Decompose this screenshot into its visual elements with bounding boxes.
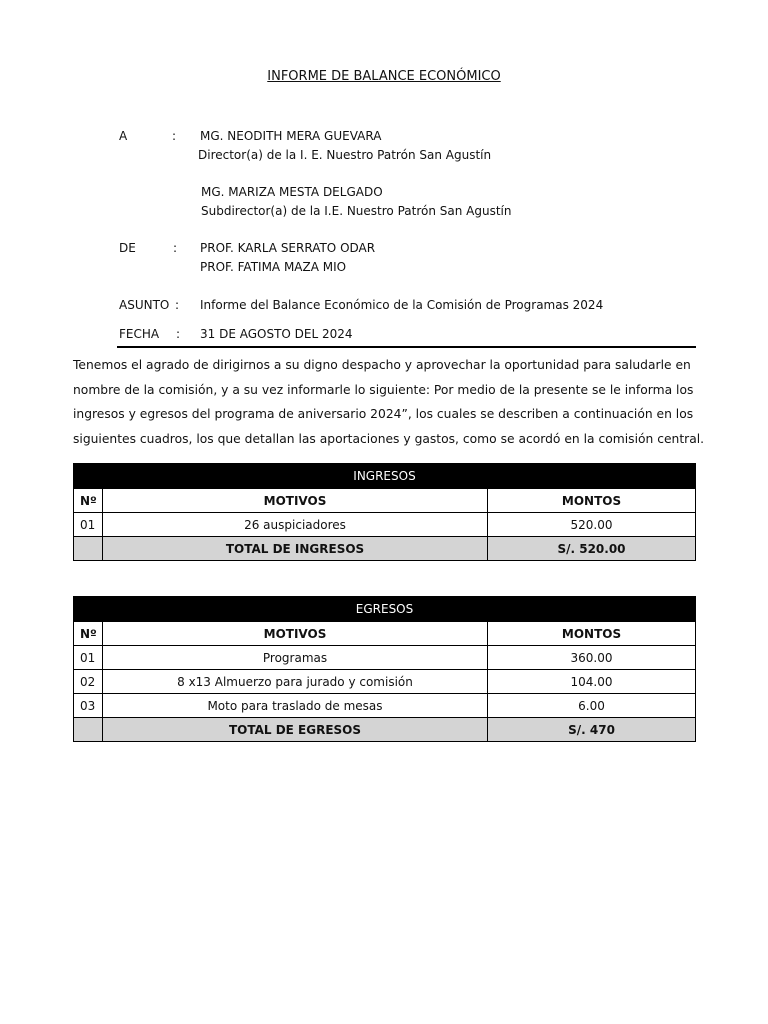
egresos-title: EGRESOS — [74, 597, 696, 622]
row-monto: 520.00 — [488, 513, 696, 537]
total-egresos-label: TOTAL DE EGRESOS — [103, 718, 488, 742]
asunto-value: Informe del Balance Económico de la Comisión de Programas 2024 — [200, 298, 604, 312]
col-header-number: Nº — [74, 489, 103, 513]
asunto-colon: : — [175, 298, 180, 312]
table-row — [74, 513, 696, 537]
ingresos-title: INGRESOS — [74, 464, 696, 489]
table-row — [74, 670, 696, 694]
recipient-2-name: MG. MARIZA MESTA DELGADO — [201, 185, 383, 199]
paragraph-line: nombre de la comisión, y a su vez informarle lo siguiente: Por medio de la presente se le informa los — [73, 382, 694, 397]
col-header-montos: MONTOS — [488, 489, 696, 513]
col-header-motivos: MOTIVOS — [103, 489, 488, 513]
sender-1: PROF. KARLA SERRATO ODAR — [200, 241, 376, 255]
row-monto: 360.00 — [488, 646, 696, 670]
row-monto: 104.00 — [488, 670, 696, 694]
fecha-colon: : — [176, 327, 181, 341]
total-egresos-value: S/. 470 — [488, 718, 696, 742]
row-motivo: 8 x13 Almuerzo para jurado y comisión — [103, 670, 488, 694]
egresos-table — [73, 596, 696, 742]
body-paragraph — [73, 353, 705, 451]
row-number: 01 — [74, 513, 103, 537]
a-label: A — [119, 129, 128, 143]
de-colon: : — [173, 241, 178, 255]
paragraph-line: Tenemos el agrado de dirigirnos a su digno despacho y aprovechar la oportunidad para saludarle en — [73, 358, 691, 372]
col-header-motivos: MOTIVOS — [103, 622, 488, 646]
ingresos-table — [73, 463, 696, 561]
row-number: 01 — [74, 646, 103, 670]
total-row — [74, 537, 696, 561]
total-ingresos-label: TOTAL DE INGRESOS — [103, 537, 488, 561]
total-empty-cell — [74, 537, 103, 561]
row-motivo: 26 auspiciadores — [103, 513, 488, 537]
total-empty-cell — [74, 718, 103, 742]
col-header-number: Nº — [74, 622, 103, 646]
asunto-label: ASUNTO — [119, 298, 170, 312]
row-number: 02 — [74, 670, 103, 694]
sender-2: PROF. FATIMA MAZA MIO — [200, 260, 347, 274]
row-motivo: Moto para traslado de mesas — [103, 694, 488, 718]
de-label: DE — [119, 241, 136, 255]
col-header-montos: MONTOS — [488, 622, 696, 646]
fecha-value: 31 DE AGOSTO DEL 2024 — [200, 327, 353, 341]
row-monto: 6.00 — [488, 694, 696, 718]
table-row — [74, 646, 696, 670]
row-motivo: Programas — [103, 646, 488, 670]
document-title: INFORME DE BALANCE ECONÓMICO — [267, 69, 501, 84]
fecha-label: FECHA — [119, 327, 160, 341]
recipient-1-name: MG. NEODITH MERA GUEVARA — [200, 129, 382, 143]
row-number: 03 — [74, 694, 103, 718]
total-ingresos-value: S/. 520.00 — [488, 537, 696, 561]
header-divider — [117, 346, 696, 348]
paragraph-line: ingresos y egresos del programa de aniversario 2024”, los cuales se describen a continuación en los — [73, 407, 694, 421]
total-row — [74, 718, 696, 742]
recipient-1-role: Director(a) de la I. E. Nuestro Patrón San Agustín — [198, 148, 492, 162]
a-colon: : — [172, 129, 177, 143]
paragraph-line: siguientes cuadros, los que detallan las aportaciones y gastos, como se acordó en la comisión central. — [73, 431, 705, 446]
table-row — [74, 694, 696, 718]
recipient-2-role: Subdirector(a) de la I.E. Nuestro Patrón San Agustín — [201, 204, 512, 218]
